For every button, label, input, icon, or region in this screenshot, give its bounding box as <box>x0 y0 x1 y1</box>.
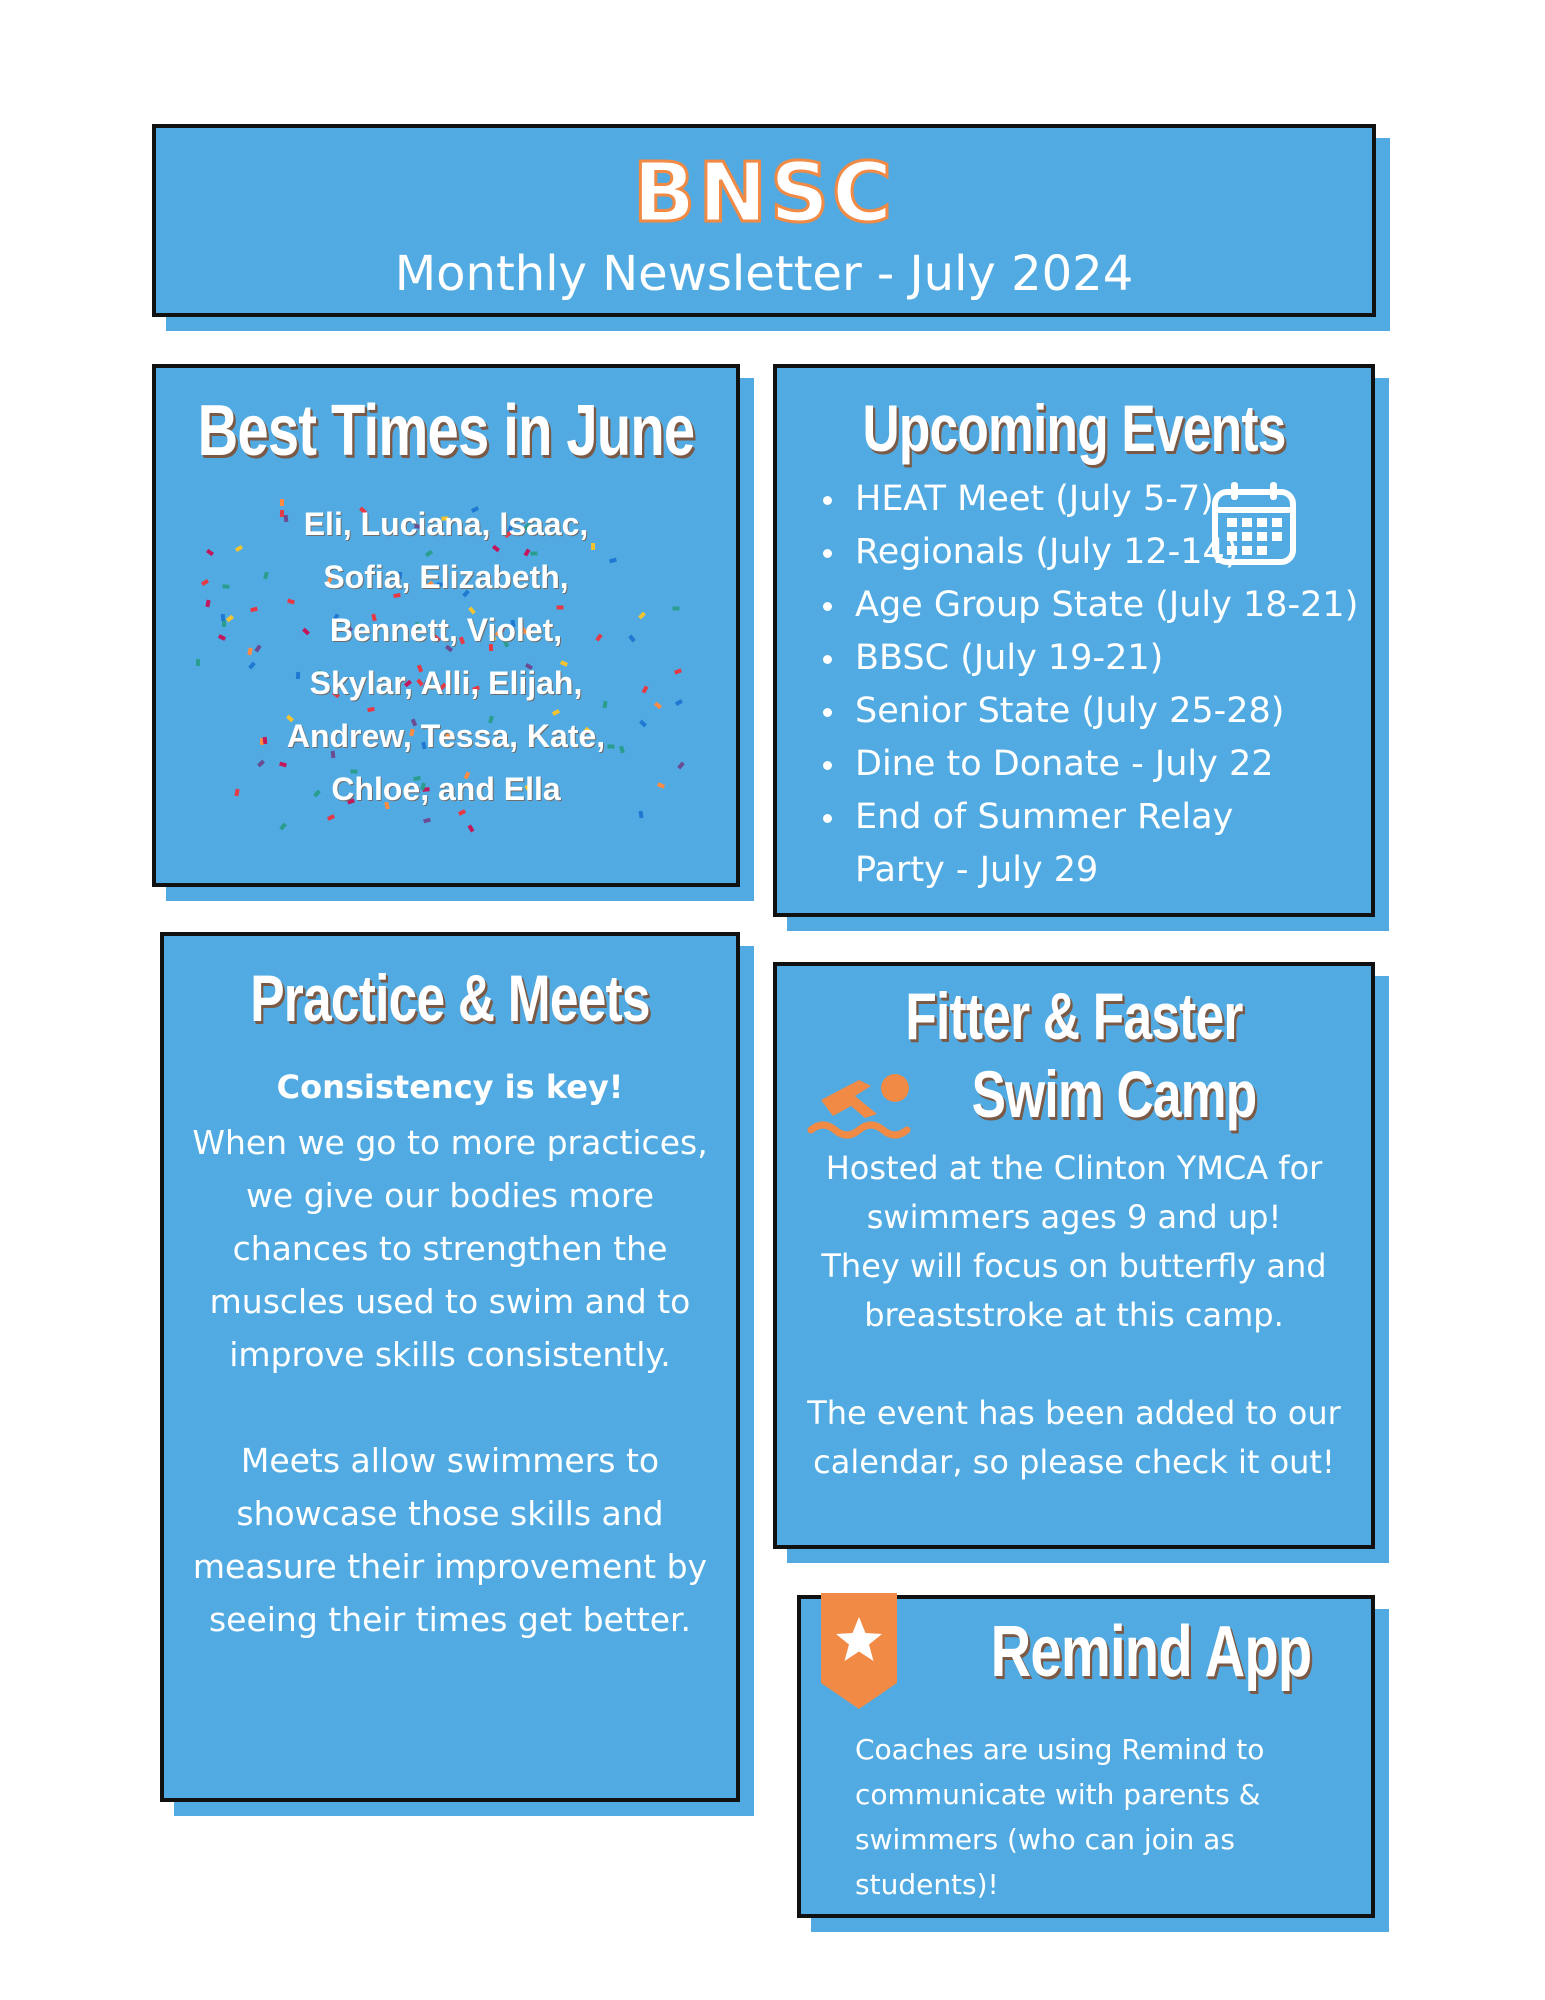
newsletter-header <box>152 124 1376 317</box>
confetti-piece <box>250 607 258 613</box>
remind-app-title: Remind App <box>990 1612 1312 1692</box>
newsletter-subtitle: Monthly Newsletter - July 2024 <box>394 246 1134 302</box>
event-item: Regionals (July 12-14) <box>855 526 1358 579</box>
camp-paragraph: The event has been added to our calendar, so please check it out! <box>807 1394 1341 1481</box>
confetti-piece <box>226 615 234 622</box>
confetti-piece <box>205 600 210 608</box>
confetti-piece <box>221 614 226 621</box>
confetti-piece <box>201 579 209 586</box>
confetti-piece <box>639 719 647 727</box>
upcoming-events-panel <box>773 364 1375 917</box>
confetti-piece <box>628 634 635 642</box>
confetti-piece <box>196 659 200 666</box>
remind-app-body: Coaches are using Remind to communicate with parents & swimmers (who can join as students)! <box>855 1733 1265 1901</box>
confetti-piece <box>263 737 268 744</box>
confetti-piece <box>255 644 262 652</box>
confetti-piece <box>247 647 252 655</box>
confetti-piece <box>235 545 243 552</box>
confetti-piece <box>223 584 230 589</box>
meets-paragraph: Meets allow swimmers to showcase those skills and measure their improvement by seeing their times get better. <box>192 1441 708 1639</box>
confetti-piece <box>677 761 685 769</box>
event-item: Senior State (July 25-28) <box>855 685 1358 738</box>
best-times-names: Eli, Luciana, Isaac, Sofia, Elizabeth, Bennett, Violet, Skylar, Alli, Elijah, Andrew, Tessa, Kate, Chloe, and Ella <box>286 506 606 807</box>
event-item: Age Group State (July 18-21) <box>855 579 1358 632</box>
swim-camp-body <box>787 1144 1361 1487</box>
practice-meets-title: Practice & Meets <box>250 961 650 1035</box>
remind-app-panel <box>797 1595 1375 1918</box>
practice-paragraph: When we go to more practices, we give our bodies more chances to strengthen the muscles used to swim and to improve skills consistently. <box>192 1123 708 1374</box>
confetti-piece <box>638 611 646 619</box>
confetti-piece <box>619 745 625 753</box>
camp-paragraph: They will focus on butterfly and breaststroke at this camp. <box>821 1247 1327 1334</box>
event-item: HEAT Meet (July 5-7) <box>855 473 1358 526</box>
confetti-piece <box>467 824 474 832</box>
confetti-piece <box>279 823 287 831</box>
star-badge-icon <box>821 1593 897 1709</box>
best-times-panel <box>152 364 740 887</box>
best-times-title: Best Times in June <box>197 391 695 471</box>
confetti-piece <box>642 685 649 693</box>
confetti-piece <box>675 699 683 706</box>
event-item: BBSC (July 19-21) <box>855 632 1358 685</box>
camp-paragraph: Hosted at the Clinton YMCA for swimmers ages 9 and up! <box>825 1149 1323 1236</box>
confetti-piece <box>248 661 256 669</box>
confetti-piece <box>257 759 265 767</box>
confetti-piece <box>263 571 269 579</box>
confetti-piece <box>218 634 226 641</box>
confetti-piece <box>672 607 679 611</box>
confetti-piece <box>234 788 239 796</box>
practice-meets-panel <box>160 932 740 1802</box>
consistency-heading: Consistency is key! <box>276 1068 624 1106</box>
swim-camp-panel <box>773 962 1375 1549</box>
confetti-piece <box>423 818 431 824</box>
events-list <box>817 473 1358 897</box>
swim-camp-title: Fitter & Faster <box>905 979 1243 1053</box>
confetti-piece <box>654 702 662 709</box>
confetti-piece <box>657 782 665 789</box>
upcoming-events-title: Upcoming Events <box>862 391 1286 465</box>
confetti-piece <box>206 549 214 556</box>
event-item: End of Summer Relay Party - July 29 <box>855 791 1325 897</box>
swim-camp-subtitle: Swim Camp <box>971 1057 1257 1131</box>
confetti-piece <box>674 668 682 674</box>
brand-title: BNSC <box>632 146 896 241</box>
confetti-piece <box>639 811 644 819</box>
event-item: Dine to Donate - July 22 <box>855 738 1358 791</box>
practice-body <box>182 1116 718 1646</box>
